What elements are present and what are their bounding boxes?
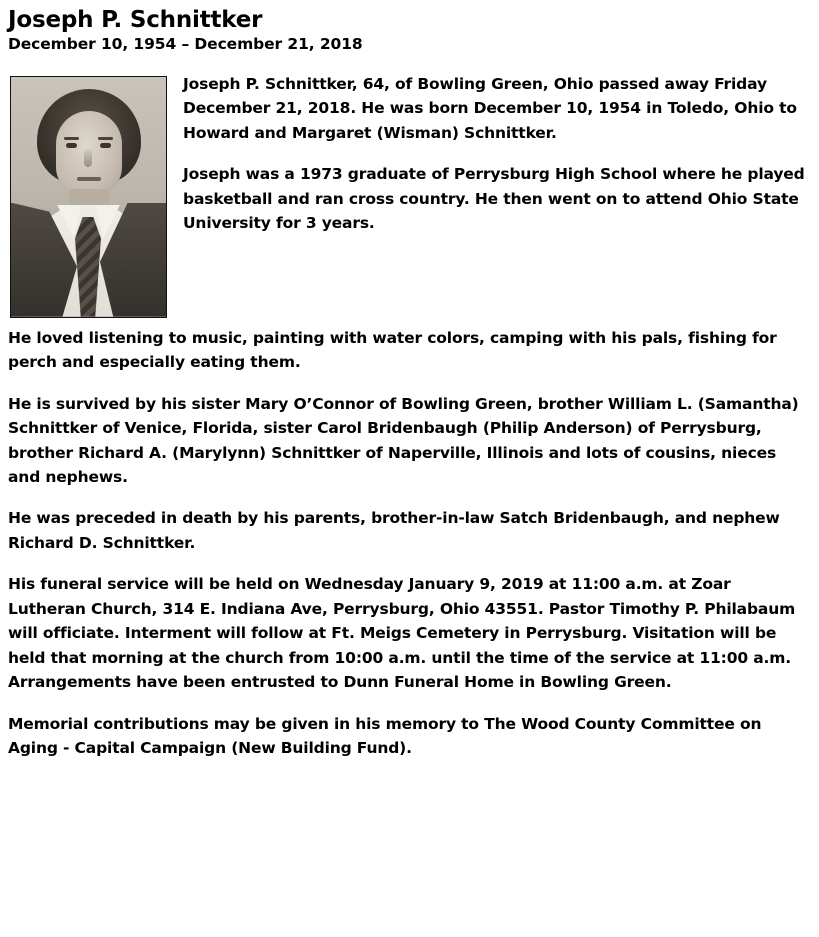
life-dates: December 10, 1954 – December 21, 2018 <box>8 34 363 53</box>
obituary-paragraph: He loved listening to music, painting with water colors, camping with his pals, fishing for perch and especially eating them. <box>8 328 777 372</box>
portrait-mouth <box>77 177 101 181</box>
obituary-paragraph: Joseph P. Schnittker, 64, of Bowling Green, Ohio passed away Friday December 21, 2018. He was born December 10, 1954 in Toledo, Ohio to Howard and Margaret (Wisman) Schnittker. <box>183 74 797 142</box>
obituary-paragraph: He was preceded in death by his parents, brother-in-law Satch Bridenbaugh, and nephew Richard D. Schnittker. <box>8 509 780 552</box>
portrait-nose <box>84 149 92 167</box>
obituary-paragraph: His funeral service will be held on Wednesday January 9, 2019 at 11:00 a.m. at Zoar Lutheran Church, 314 E. Indiana Ave, Perrysburg, Ohio 43551. Pastor Timothy P. Philabaum will officiate. Interment will follow at Ft. Meigs Cemetery in Perrysburg. Visitation will be held that morning at the church from 10:00 a.m. until the time of the service at 11:00 a.m. Arrangements have been entrusted to Dunn Funeral Home in Bowling Green. <box>8 575 796 692</box>
portrait-brow-right <box>98 137 113 140</box>
portrait-photo <box>10 76 167 318</box>
page-title: Joseph P. Schnittker <box>8 7 263 33</box>
obituary-paragraph: Joseph was a 1973 graduate of Perrysburg High School where he played basketball and ran cross country. He then went on to attend Ohio State University for 3 years. <box>183 165 805 232</box>
portrait-brow-left <box>64 137 79 140</box>
portrait-eye-right <box>100 143 111 148</box>
obituary-paragraph: He is survived by his sister Mary O’Connor of Bowling Green, brother William L. (Samantha) Schnittker of Venice, Florida, sister Carol Bridenbaugh (Philip Anderson) of Perrysburg, brother Richard A. (Marylynn) Schnittker of Naperville, Illinois and lots of cousins, nieces and nephews. <box>8 394 799 486</box>
obituary-paragraph: Memorial contributions may be given in his memory to The Wood County Committee on Aging - Capital Campaign (New Building Fund). <box>8 714 762 758</box>
portrait-eye-left <box>66 143 77 148</box>
